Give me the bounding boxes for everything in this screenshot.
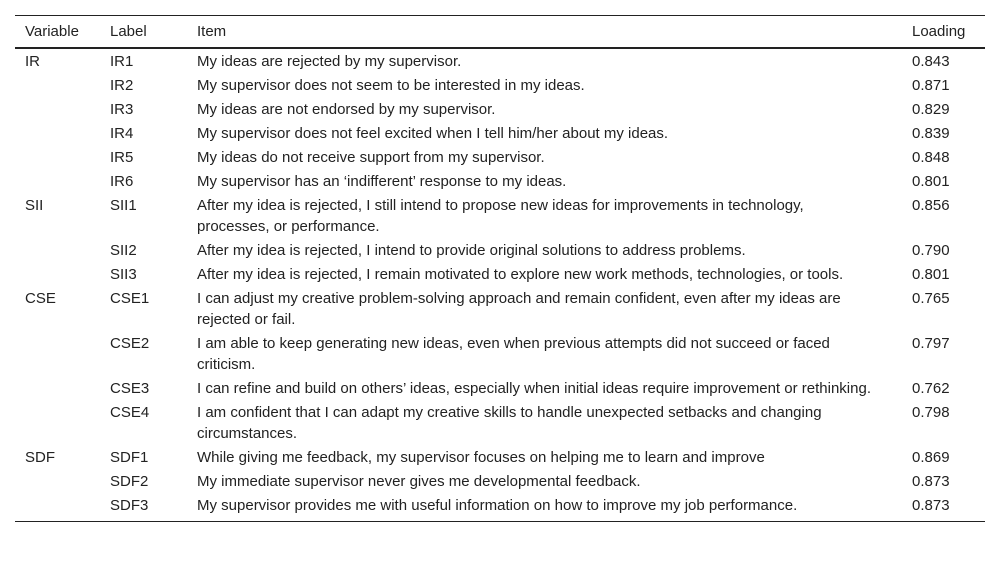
cell-variable xyxy=(15,401,100,446)
cell-variable xyxy=(15,332,100,377)
header-loading: Loading xyxy=(912,23,966,40)
table-row xyxy=(15,48,985,74)
cell-loading: 0.797 xyxy=(912,335,950,352)
table-row xyxy=(15,446,985,470)
cell-variable xyxy=(15,122,100,146)
cell-variable xyxy=(15,377,100,401)
header-item: Item xyxy=(197,23,227,40)
cell-label: IR5 xyxy=(110,149,134,166)
table-row xyxy=(15,194,985,239)
cell-item: After my idea is rejected, I still intend to propose new ideas for improvements in technology, processes, or performance. xyxy=(197,197,804,235)
cell-label: SDF1 xyxy=(110,449,149,466)
cell-label: SDF2 xyxy=(110,473,149,490)
cell-item: My ideas are not endorsed by my supervisor. xyxy=(197,101,496,118)
cell-variable xyxy=(15,146,100,170)
cell-loading: 0.801 xyxy=(912,266,950,283)
cell-item: After my idea is rejected, I intend to provide original solutions to address problems. xyxy=(197,242,746,259)
table-row xyxy=(15,98,985,122)
loadings-table-container xyxy=(15,15,985,522)
cell-label: CSE3 xyxy=(110,380,150,397)
cell-item: My supervisor does not seem to be interested in my ideas. xyxy=(197,77,585,94)
cell-label: CSE1 xyxy=(110,290,150,307)
cell-variable: SII xyxy=(25,197,44,214)
header-label: Label xyxy=(110,23,147,40)
cell-label: SII2 xyxy=(110,242,137,259)
cell-variable xyxy=(15,263,100,287)
cell-loading: 0.848 xyxy=(912,149,950,166)
table-row xyxy=(15,470,985,494)
cell-item: My supervisor does not feel excited when I tell him/her about my ideas. xyxy=(197,125,669,142)
cell-label: CSE4 xyxy=(110,404,150,421)
table-row xyxy=(15,74,985,98)
cell-variable xyxy=(15,74,100,98)
cell-loading: 0.869 xyxy=(912,449,950,466)
table-row xyxy=(15,170,985,194)
cell-loading: 0.856 xyxy=(912,197,950,214)
cell-item: My ideas are rejected by my supervisor. xyxy=(197,53,462,70)
table-header-row xyxy=(15,16,985,49)
cell-variable xyxy=(15,239,100,263)
cell-label: SII3 xyxy=(110,266,137,283)
cell-item: After my idea is rejected, I remain motivated to explore new work methods, technologies, or tools. xyxy=(197,266,844,283)
table-row xyxy=(15,263,985,287)
cell-label: IR3 xyxy=(110,101,134,118)
table-row xyxy=(15,401,985,446)
cell-item: My ideas do not receive support from my supervisor. xyxy=(197,149,545,166)
cell-variable: IR xyxy=(25,53,40,70)
cell-item: My supervisor has an ‘indifferent’ response to my ideas. xyxy=(197,173,567,190)
table-row xyxy=(15,239,985,263)
table-row xyxy=(15,494,985,522)
cell-loading: 0.839 xyxy=(912,125,950,142)
table-row xyxy=(15,332,985,377)
cell-variable xyxy=(15,470,100,494)
cell-loading: 0.790 xyxy=(912,242,950,259)
table-row xyxy=(15,146,985,170)
table-body xyxy=(15,48,985,522)
cell-item: I am confident that I can adapt my creative skills to handle unexpected setbacks and changing circumstances. xyxy=(197,404,822,442)
cell-loading: 0.801 xyxy=(912,173,950,190)
cell-item: My supervisor provides me with useful information on how to improve my job performance. xyxy=(197,497,798,514)
cell-variable xyxy=(15,98,100,122)
cell-item: I can refine and build on others’ ideas, especially when initial ideas require improvement or rethinking. xyxy=(197,380,871,397)
cell-loading: 0.873 xyxy=(912,473,950,490)
cell-loading: 0.765 xyxy=(912,290,950,307)
cell-variable xyxy=(15,170,100,194)
cell-variable: SDF xyxy=(25,449,55,466)
cell-label: SII1 xyxy=(110,197,137,214)
cell-label: IR6 xyxy=(110,173,134,190)
header-variable: Variable xyxy=(25,23,79,40)
table-row xyxy=(15,287,985,332)
cell-loading: 0.871 xyxy=(912,77,950,94)
cell-loading: 0.873 xyxy=(912,497,950,514)
cell-variable: CSE xyxy=(25,290,56,307)
loadings-table xyxy=(15,15,985,522)
cell-item: While giving me feedback, my supervisor focuses on helping me to learn and improve xyxy=(197,449,765,466)
cell-loading: 0.843 xyxy=(912,53,950,70)
cell-item: I can adjust my creative problem-solving approach and remain confident, even after my ideas are rejected or fail. xyxy=(197,290,841,328)
cell-label: SDF3 xyxy=(110,497,149,514)
table-row xyxy=(15,122,985,146)
cell-label: IR2 xyxy=(110,77,134,94)
cell-loading: 0.762 xyxy=(912,380,950,397)
cell-variable xyxy=(15,494,100,522)
table-row xyxy=(15,377,985,401)
cell-item: My immediate supervisor never gives me developmental feedback. xyxy=(197,473,641,490)
cell-label: IR1 xyxy=(110,53,134,70)
cell-label: CSE2 xyxy=(110,335,150,352)
cell-loading: 0.798 xyxy=(912,404,950,421)
cell-item: I am able to keep generating new ideas, even when previous attempts did not succeed or faced criticism. xyxy=(197,335,830,373)
cell-loading: 0.829 xyxy=(912,101,950,118)
cell-label: IR4 xyxy=(110,125,134,142)
